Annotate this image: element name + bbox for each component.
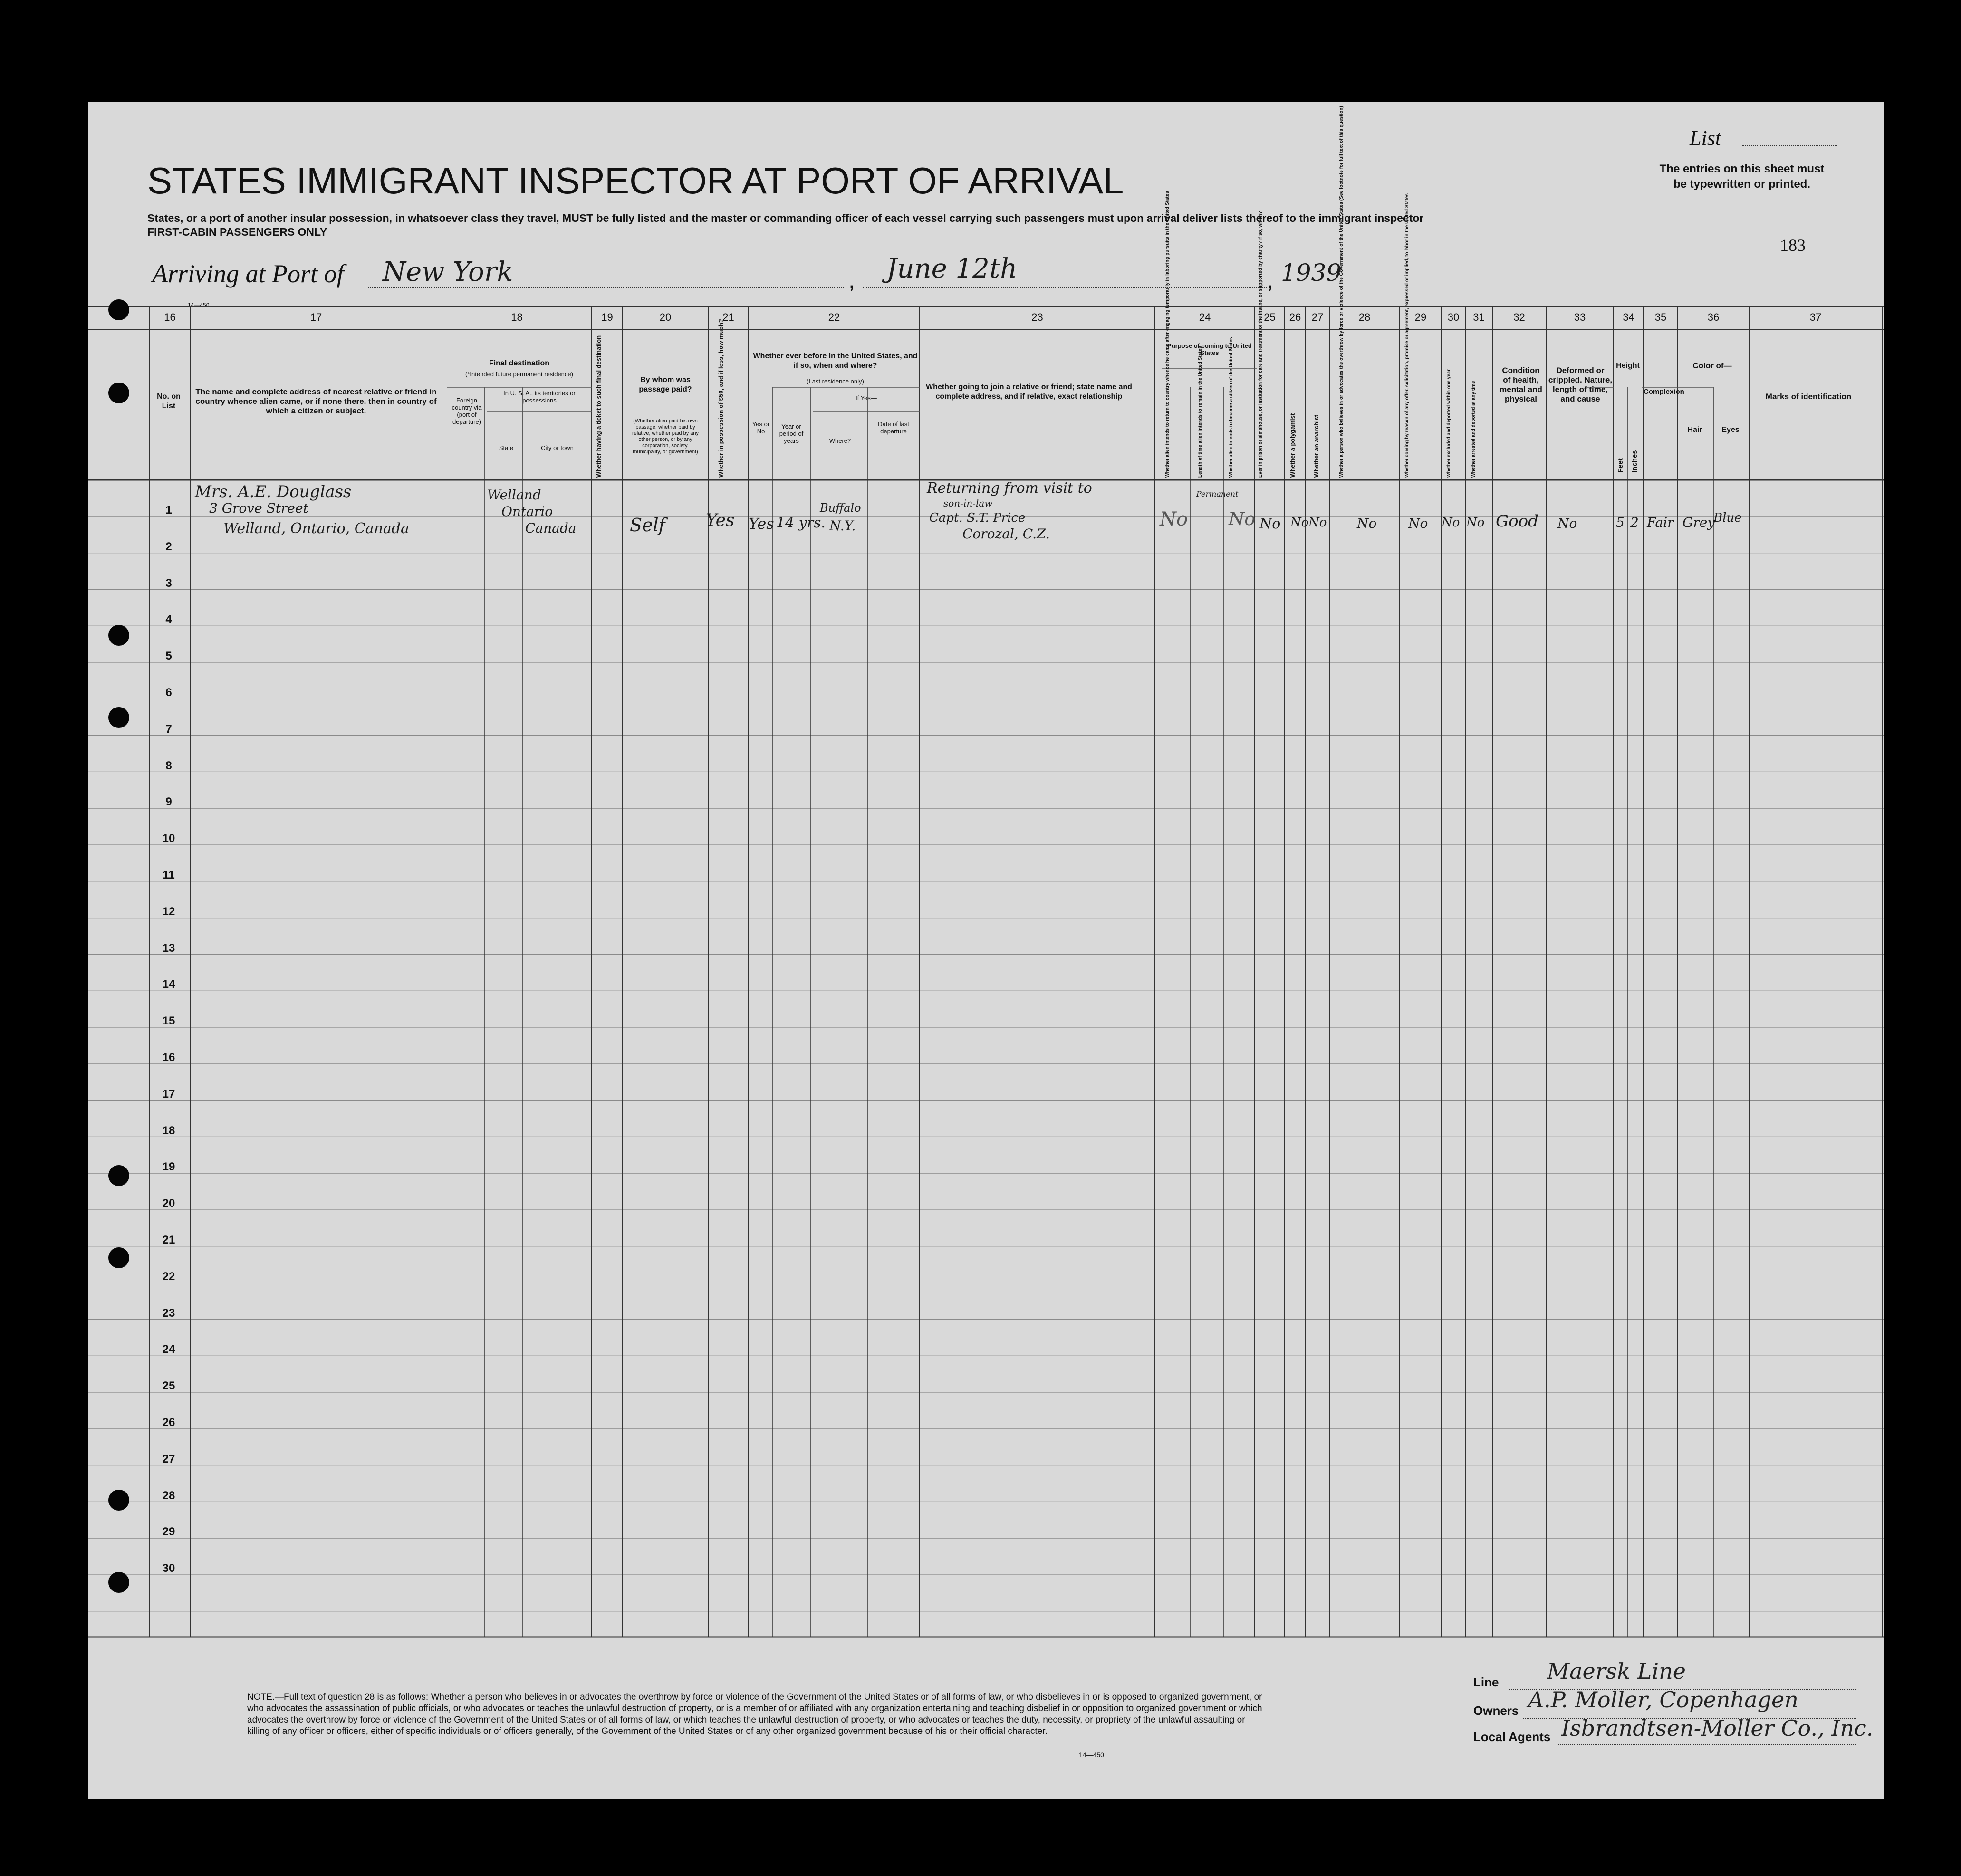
column-number: 30 (1447, 311, 1460, 323)
col27-header: Whether an anarchist (1313, 414, 1320, 478)
column-number: 17 (310, 311, 322, 323)
anarchist: No (1308, 516, 1327, 530)
row-number: 21 (162, 1234, 175, 1246)
column-number: 25 (1264, 311, 1276, 323)
form-code-bottom: 14—450 (1079, 1751, 1104, 1759)
row-number: 11 (163, 869, 175, 881)
col22-sub: (Last residence only) (807, 378, 864, 385)
column-number: 31 (1473, 311, 1485, 323)
row-number: 16 (162, 1051, 175, 1064)
hair-color: Grey (1682, 515, 1715, 530)
col34-inches: Inches (1631, 450, 1639, 473)
height-inches: 2 (1630, 515, 1639, 530)
arriving-line (152, 259, 344, 288)
col17-header: The name and complete address of nearest relative or friend in country whence alien came, or if none there, then in country of which a citizen or subject. (195, 387, 437, 415)
row-number: 6 (165, 686, 172, 699)
prison: No (1259, 516, 1281, 532)
column-number: 29 (1414, 311, 1427, 323)
col18-header: Final destination (489, 359, 550, 367)
col36-eyes: Eyes (1721, 426, 1740, 434)
footnote-q28: NOTE.—Full text of question 28 is as follows: Whether a person who believes in or advocates the overthrow by force or violence of the Government of the United States or of all forms of law, or who disbelieves in or is opposed to organized government, or who advocates the assassination of public officials, or who advocates or teaches the unlawful destruction of property, or is a member of or affiliated with any organization entertaining and teaching disbelief in or opposition to organized government or which advocates the overthrow by force or violence of the Government of the United States or of all forms of law, or which teaches the unlawful destruction of property, or who advocates or teaches the duty, necessity, or propriety of the unlawful assaulting or killing of any officer or officers, either of specific individuals or of officers generally, of the Government of the United States or of any other organized government because of his or their official character. (247, 1692, 1262, 1736)
column-number: 34 (1623, 311, 1634, 323)
col24a-header: Whether alien intends to return to country whence he came after engaging temporarily in laboring pursuits in the United States (1165, 191, 1170, 478)
column-number: 23 (1031, 311, 1043, 323)
where-1: Buffalo (820, 501, 861, 515)
class-line: FIRST-CABIN PASSENGERS ONLY (147, 226, 327, 238)
year-value: 1939 (1281, 259, 1342, 287)
subtitle (147, 211, 1621, 239)
col28-header: Whether a person who believes in or advocates the overthrow by force or violence of the Government of the United States (See footnote for full text of this question) (1339, 106, 1344, 478)
row-number: 28 (162, 1489, 175, 1502)
col18-state: State (499, 444, 514, 451)
punch-hole (108, 1165, 129, 1186)
line-value: Maersk Line (1547, 1658, 1686, 1684)
row-number: 4 (165, 613, 172, 626)
row-number: 22 (162, 1270, 175, 1283)
owners-label: Owners (1473, 1704, 1519, 1718)
relative-city: Welland, Ontario, Canada (223, 520, 409, 537)
col22-year: Year or period of years (779, 423, 804, 444)
date-value: June 12th (886, 253, 1018, 284)
purpose-return: No (1160, 508, 1188, 530)
arriving-label: Arriving at Port of (152, 259, 344, 288)
row-number: 12 (162, 905, 175, 918)
agents-label: Local Agents (1473, 1730, 1551, 1744)
typewritten-note: The entries on this sheet must be typewritten or printed. (1659, 163, 1825, 191)
col22-date: Date of last departure (878, 421, 909, 435)
subtitle-text: States, or a port of another insular possession, in whatsoever class they travel, MUST be fully listed and the master or commanding officer of each vessel carrying such passengers must upon arrival deliver lists thereof to the immigrant inspector (147, 212, 1424, 224)
col21-header: Whether in possession of $50, and if less, how much? (717, 319, 724, 478)
sheet-number: 183 (1780, 236, 1806, 255)
col32-header: Condition of health, mental and physical (1500, 366, 1542, 403)
column-number: 36 (1707, 311, 1720, 323)
col24b-header: Length of time alien intends to remain in the United States (1198, 346, 1203, 478)
col36-header: Color of— (1692, 361, 1732, 370)
agents-underline (1557, 1744, 1856, 1745)
form-code-top: 14—450 (188, 302, 210, 308)
column-number: 21 (722, 311, 734, 323)
height-feet: 5 (1616, 515, 1625, 530)
column-number: 19 (601, 311, 613, 323)
column-number: 27 (1311, 311, 1324, 323)
col31-header: Whether arrested and deported at any time (1471, 381, 1476, 478)
column-number: 35 (1654, 311, 1667, 323)
col34-header: Height (1616, 362, 1640, 370)
page-title: STATES IMMIGRANT INSPECTOR AT PORT OF ARRIVAL (147, 160, 1124, 201)
column-number: 16 (164, 311, 176, 323)
row-number: 1 (165, 504, 172, 517)
row-number: 3 (165, 576, 172, 590)
col36-hair: Hair (1687, 426, 1702, 434)
column-number: 26 (1289, 311, 1301, 323)
col18-sub: (*Intended future permanent residence) (465, 371, 573, 378)
col24-header: Purpose of coming to United States (1167, 342, 1252, 356)
row-number: 9 (165, 795, 172, 809)
punch-hole (108, 625, 129, 646)
col37-header: Marks of identification (1765, 392, 1852, 401)
row-number: 24 (162, 1343, 175, 1356)
overthrow: No (1357, 516, 1377, 531)
where-2: N.Y. (829, 518, 856, 534)
dest-3: Canada (525, 520, 577, 536)
col30-header: Whether excluded and deported within one year (1446, 369, 1452, 478)
row-number: 8 (165, 759, 172, 772)
agents-value: Isbrandtsen-Moller Co., Inc. (1561, 1715, 1874, 1741)
port-underline (368, 287, 844, 288)
column-number: 22 (828, 311, 840, 323)
dest-2: Ontario (501, 504, 553, 519)
row-number: 10 (162, 832, 175, 845)
relative-name: Mrs. A.E. Douglass (195, 482, 352, 501)
health: Good (1496, 512, 1538, 531)
punch-hole (108, 707, 129, 728)
col29-header: Whether coming by reason of any offer, solicitation, promise or agreement, expressed or implied, to labor in the United States (1404, 193, 1410, 478)
comma: , (848, 267, 855, 293)
row-number: 19 (162, 1160, 175, 1174)
list-line (1742, 145, 1837, 146)
possession-50: Yes (706, 511, 735, 530)
punch-hole (108, 299, 129, 320)
col25-header: Ever in prison or almshouse, or institution for care and treatment of the insane, or supported by charity? If so, which? (1258, 211, 1263, 478)
col26-header: Whether a polygamist (1289, 413, 1296, 478)
join-3: Capt. S.T. Price (929, 511, 1026, 525)
col20-header: By whom was passage paid? (639, 376, 692, 393)
col24c-header: Whether alien intends to become a citizen of the United States (1229, 337, 1234, 478)
row-number: 25 (162, 1379, 175, 1393)
row-number: 7 (165, 722, 172, 736)
col33-header: Deformed or crippled. Nature, length of time, and cause (1548, 366, 1613, 403)
col22-ifyes: If Yes— (856, 394, 877, 402)
col18-city: City or town (541, 444, 574, 451)
line-label: Line (1473, 1675, 1499, 1689)
complexion: Fair (1647, 515, 1674, 530)
table-grid (88, 102, 1884, 1799)
passage-paid: Self (630, 515, 665, 536)
punch-hole (108, 1572, 129, 1593)
period-years: 14 yrs. (776, 515, 826, 531)
excluded: No (1442, 516, 1460, 530)
col22-where: Where? (829, 437, 851, 444)
column-number: 28 (1358, 311, 1371, 323)
date-underline (863, 287, 1267, 288)
column-number: 32 (1513, 311, 1525, 323)
relative-street: 3 Grove Street (209, 500, 308, 516)
labor-offer: No (1408, 516, 1428, 531)
col18-usa: In U. S. A., its territories or possessions (503, 390, 576, 404)
row-number: 5 (165, 650, 172, 663)
purpose-length: Permanent (1196, 489, 1239, 498)
column-number: 20 (659, 311, 672, 323)
punch-hole (108, 1490, 129, 1511)
col22-header: Whether ever before in the United States, and if so, when and where? (753, 352, 918, 370)
comma: , (1267, 267, 1273, 293)
join-1: Returning from visit to (927, 480, 1092, 497)
polygamist: No (1290, 516, 1309, 530)
row-number: 20 (162, 1197, 175, 1210)
dest-1: Welland (487, 487, 541, 503)
row-number: 13 (162, 941, 175, 955)
arrested: No (1466, 516, 1485, 530)
row-number: 18 (162, 1124, 175, 1137)
col20-sub: (Whether alien paid his own passage, whether paid by relative, whether paid by any other person, or by any corporation, society, municipality, or government) (632, 418, 699, 455)
row-number: 2 (165, 540, 172, 553)
col22-yesno: Yes or No (752, 421, 770, 435)
col34-feet: Feet (1616, 458, 1625, 473)
row-number: 29 (162, 1525, 175, 1539)
owners-value: A.P. Moller, Copenhagen (1528, 1687, 1798, 1713)
column-number: 24 (1199, 311, 1211, 323)
been-before: Yes (749, 515, 774, 533)
row-number: 27 (162, 1452, 175, 1465)
list-label: List (1690, 126, 1721, 150)
port-value: New York (383, 257, 513, 287)
join-2: son-in-law (943, 498, 993, 509)
punch-hole (108, 383, 129, 403)
column-number: 18 (511, 311, 523, 323)
col23-header: Whether going to join a relative or friend; state name and complete address, and if relative, exact relationship (926, 383, 1132, 401)
row-number: 17 (162, 1087, 175, 1101)
col19-header: Whether having a ticket to such final destination (595, 335, 602, 478)
join-4: Corozal, C.Z. (962, 526, 1050, 542)
column-number: 37 (1809, 311, 1822, 323)
column-number: 33 (1574, 311, 1586, 323)
row-number: 26 (162, 1416, 175, 1429)
eye-color: Blue (1713, 511, 1742, 525)
col35-header: Complexion (1644, 388, 1684, 396)
col16-header: No. on List (157, 392, 181, 410)
deformed: No (1557, 516, 1577, 531)
row-number: 30 (162, 1562, 175, 1575)
row-number: 15 (162, 1015, 175, 1028)
manifest-sheet (88, 102, 1884, 1799)
row-number: 23 (162, 1306, 175, 1320)
purpose-citizen: No (1229, 508, 1256, 529)
punch-hole (108, 1247, 129, 1268)
row-number: 14 (162, 978, 175, 991)
col18-foreign: Foreign country via (port of departure) (452, 397, 482, 425)
